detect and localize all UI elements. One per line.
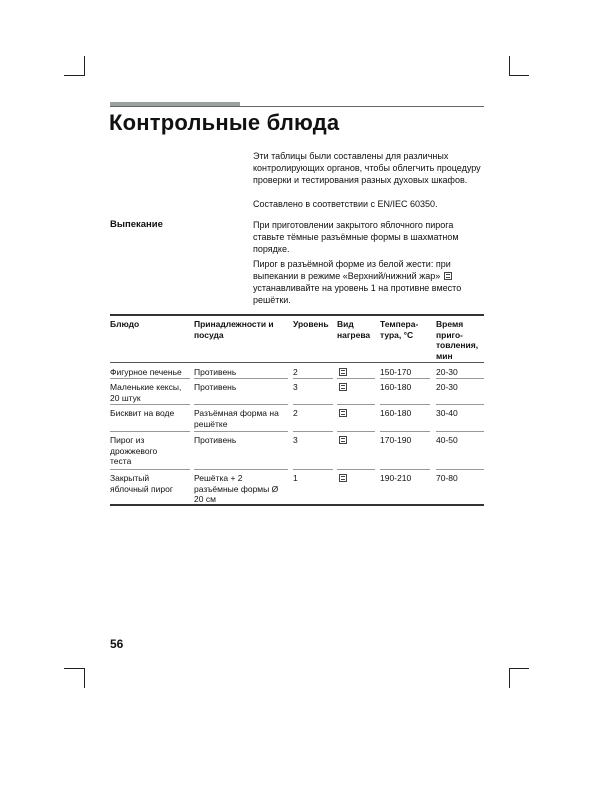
row-separator	[380, 469, 430, 470]
row-4-temperature: 170-190	[380, 435, 412, 445]
row-1-temperature: 150-170	[380, 367, 412, 377]
row-5-accessories: Решётка + 2 разъёмные формы Ø 20 см	[194, 473, 279, 504]
row-separator	[380, 404, 430, 405]
row-separator	[436, 378, 484, 379]
row-separator	[110, 404, 190, 405]
row-separator	[194, 469, 288, 470]
top-bottom-heat-icon	[444, 272, 452, 280]
row-4-time: 40-50	[436, 435, 458, 445]
row-separator	[110, 469, 190, 470]
row-separator	[436, 469, 484, 470]
row-separator	[194, 378, 288, 379]
row-3-level: 2	[293, 408, 298, 418]
row-separator	[337, 469, 375, 470]
row-separator	[293, 378, 333, 379]
crop-mark-top-left-v	[84, 56, 85, 76]
row-1-accessories: Противень	[194, 367, 237, 377]
row-separator	[194, 431, 288, 432]
crop-mark-bottom-right-v	[509, 668, 510, 688]
row-2-level: 3	[293, 382, 298, 392]
row-separator	[337, 404, 375, 405]
row-separator	[380, 431, 430, 432]
page-title: Контрольные блюда	[109, 110, 340, 135]
row-separator	[380, 378, 430, 379]
row-separator	[293, 431, 333, 432]
row-2-dish: Маленькие кексы, 20 штук	[110, 382, 182, 403]
crop-mark-top-right-v	[509, 56, 510, 76]
row-2-temperature: 160-180	[380, 382, 412, 392]
crop-mark-bottom-right-h	[509, 668, 529, 669]
intro-paragraph: Эти таблицы были составлены для различных контролирующих органов, чтобы облегчить процедуру проверки и тестирования разных духовых шкафов.	[253, 151, 481, 185]
baking-paragraph-2-end: устанавливайте на уровень 1 на противне вместо решётки.	[253, 283, 462, 305]
row-5-dish: Закрытый яблочный пирог	[110, 473, 173, 494]
row-1-time: 20-30	[436, 367, 458, 377]
crop-mark-top-left-h	[64, 75, 84, 76]
table-bottom-rule	[110, 504, 484, 506]
row-separator	[293, 404, 333, 405]
row-3-dish: Бисквит на воде	[110, 408, 175, 418]
row-separator	[293, 469, 333, 470]
row-1-dish: Фигурное печенье	[110, 367, 182, 377]
top-bottom-heat-icon	[339, 383, 347, 391]
row-separator	[436, 431, 484, 432]
row-5-level: 1	[293, 473, 298, 483]
row-4-accessories: Противень	[194, 435, 237, 445]
row-separator	[436, 404, 484, 405]
baking-paragraph-2-start: Пирог в разъёмной форме из белой жести: при выпекании в режиме «Верхний/нижний жар»	[253, 259, 451, 281]
row-2-accessories: Противень	[194, 382, 237, 392]
crop-mark-bottom-left-h	[64, 668, 84, 669]
col-header-dish: Блюдо	[110, 319, 140, 329]
row-separator	[194, 404, 288, 405]
top-bottom-heat-icon	[339, 409, 347, 417]
row-2-time: 20-30	[436, 382, 458, 392]
row-separator	[337, 431, 375, 432]
row-4-level: 3	[293, 435, 298, 445]
row-4-dish: Пирог из дрожжевого теста	[110, 435, 158, 466]
baking-paragraph-1: При приготовлении закрытого яблочного пирога ставьте тёмные разъёмные формы в шахматном порядке.	[253, 220, 459, 254]
baking-paragraph-2	[253, 258, 483, 306]
header-bottom-rule	[110, 362, 484, 363]
col-header-level: Уровень	[293, 319, 329, 329]
row-5-temperature: 190-210	[380, 473, 412, 483]
row-3-accessories: Разъёмная форма на решётке	[194, 408, 279, 429]
top-bottom-heat-icon	[339, 368, 347, 376]
row-separator	[110, 378, 190, 379]
col-header-accessories: Принадлежности и посуда	[194, 319, 274, 340]
top-bottom-heat-icon	[339, 474, 347, 482]
top-bottom-heat-icon	[339, 436, 347, 444]
col-header-temperature: Темпера-тура, °C	[380, 319, 419, 340]
crop-mark-top-right-h	[509, 75, 529, 76]
header-rule	[110, 106, 484, 107]
row-separator	[110, 431, 190, 432]
row-3-temperature: 160-180	[380, 408, 412, 418]
col-header-heating: Вид нагрева	[337, 319, 371, 340]
row-separator	[337, 378, 375, 379]
row-1-level: 2	[293, 367, 298, 377]
row-3-time: 30-40	[436, 408, 458, 418]
page-number: 56	[110, 637, 124, 651]
col-header-time: Время приго-товления, мин	[436, 319, 479, 361]
standard-note: Составлено в соответствии с EN/IEC 60350.	[253, 199, 438, 209]
table-top-rule	[110, 314, 484, 316]
row-5-time: 70-80	[436, 473, 458, 483]
crop-mark-bottom-left-v	[84, 668, 85, 688]
section-label-baking: Выпекание	[110, 219, 163, 230]
